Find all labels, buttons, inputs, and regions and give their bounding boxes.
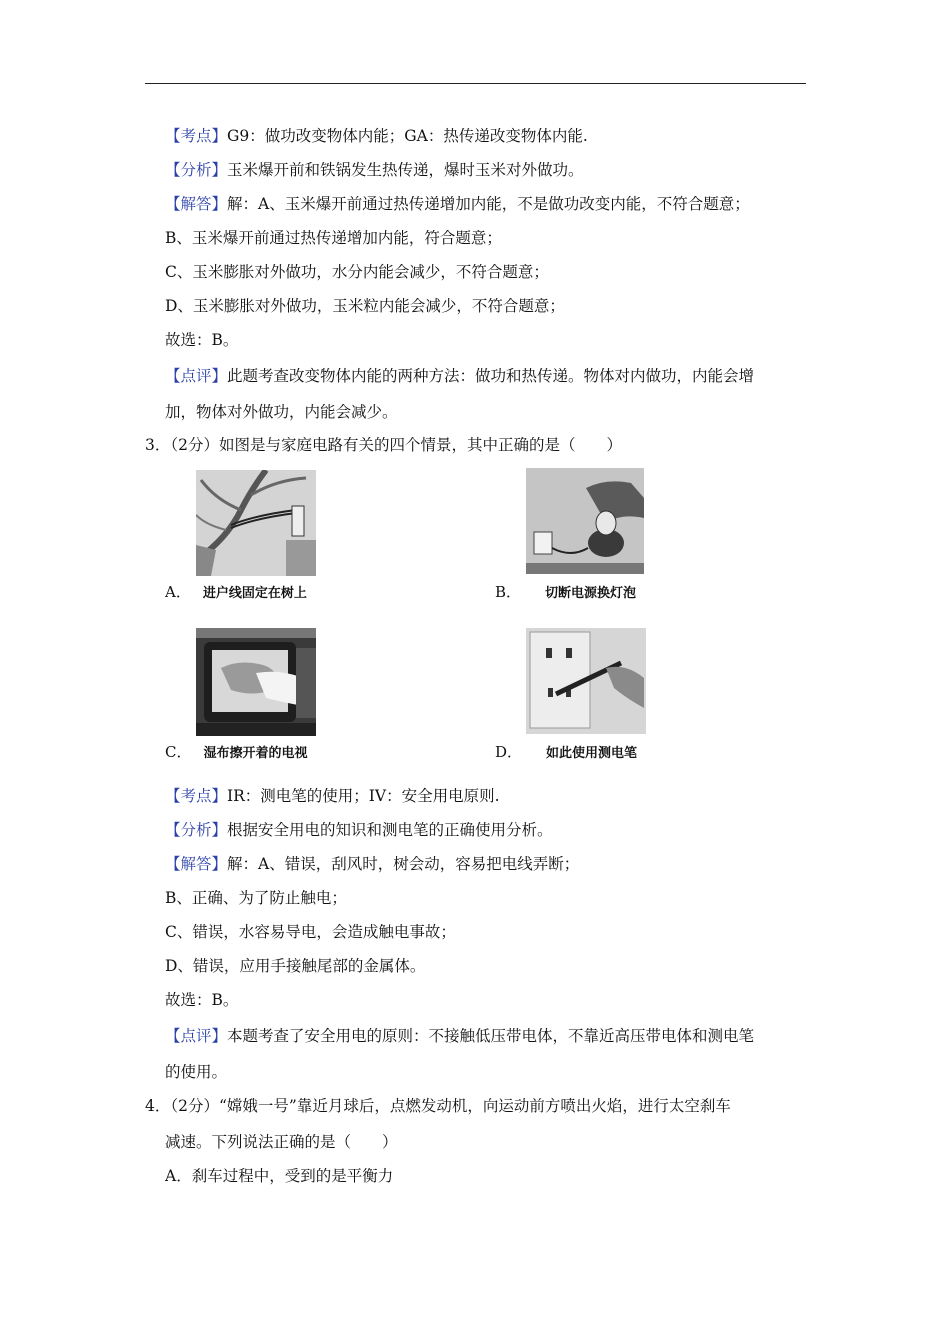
answer-line: C、错误，水容易导电，会造成触电事故； xyxy=(165,923,456,941)
jieda-line-q2 xyxy=(165,194,750,214)
fenxi-line-q2 xyxy=(165,160,584,180)
tree-wire-photo xyxy=(196,470,316,576)
test-pen-photo xyxy=(526,628,646,734)
answer-line: B、玉米爆开前通过热传递增加内能，符合题意； xyxy=(165,229,502,247)
answer-line: 故选：B。 xyxy=(165,331,239,349)
option-caption: 如此使用测电笔 xyxy=(546,746,638,761)
dianping-line-q2 xyxy=(165,366,754,386)
option-letter: A． xyxy=(165,583,191,601)
bulb-change-photo xyxy=(526,468,644,574)
fenxi-text: 玉米爆开前和铁锅发生热传递，爆时玉米对外做功。 xyxy=(227,161,584,179)
tv-wipe-photo xyxy=(196,628,316,736)
answer-line: 故选：B。 xyxy=(165,991,239,1009)
dianping-text-cont: 的使用。 xyxy=(165,1063,228,1081)
option-caption: 切断电源换灯泡 xyxy=(545,586,637,601)
kaodian-text: G9：做功改变物体内能；GA：热传递改变物体内能. xyxy=(227,127,588,145)
answer-line: B、正确、为了防止触电； xyxy=(165,889,347,907)
option-c xyxy=(165,742,308,764)
dianping-text: 本题考查了安全用电的原则：不接触低压带电体，不靠近高压带电体和测电笔 xyxy=(227,1027,755,1045)
dianping-text: 此题考查改变物体内能的两种方法：做功和热传递。物体对内做功，内能会增 xyxy=(227,367,755,385)
dianping-tag: 【点评】 xyxy=(165,1027,228,1045)
option-letter: B． xyxy=(495,583,522,601)
option-caption: 进户线固定在树上 xyxy=(202,586,307,601)
option-a xyxy=(165,582,307,604)
question-4-stem-cont: 减速。下列说法正确的是（ ） xyxy=(165,1133,398,1151)
dianping-tag: 【点评】 xyxy=(165,367,228,385)
fenxi-text: 根据安全用电的知识和测电笔的正确使用分析。 xyxy=(227,821,553,839)
dianping-line-q3 xyxy=(165,1026,754,1046)
question-3-stem: 3．（2分）如图是与家庭电路有关的四个情景，其中正确的是（ ） xyxy=(145,436,622,454)
kaodian-line-q2 xyxy=(165,126,588,146)
jieda-text: 解：A、玉米爆开前通过热传递增加内能，不是做功改变内能，不符合题意； xyxy=(227,195,750,213)
question-4-option-a: A．刹车过程中，受到的是平衡力 xyxy=(165,1167,394,1185)
kaodian-text: IR：测电笔的使用；IV：安全用电原则. xyxy=(227,787,500,805)
question-4-stem: 4．（2分）“嫦娥一号”靠近月球后，点燃发动机，向运动前方喷出火焰，进行太空刹车 xyxy=(145,1097,731,1115)
kaodian-line-q3 xyxy=(165,786,500,806)
option-letter: C． xyxy=(165,743,192,761)
option-letter: D． xyxy=(495,743,523,761)
option-b xyxy=(495,582,636,604)
header-rule xyxy=(145,83,806,84)
dianping-text-cont: 加，物体对外做功，内能会减少。 xyxy=(165,403,398,421)
jieda-tag: 【解答】 xyxy=(165,195,228,213)
kaodian-tag: 【考点】 xyxy=(165,127,228,145)
answer-line: D、错误，应用手接触尾部的金属体。 xyxy=(165,957,426,975)
jieda-text: 解：A、错误，刮风时，树会动，容易把电线弄断； xyxy=(227,855,580,873)
fenxi-tag: 【分析】 xyxy=(165,821,228,839)
jieda-tag: 【解答】 xyxy=(165,855,228,873)
option-d xyxy=(495,742,637,764)
kaodian-tag: 【考点】 xyxy=(165,787,228,805)
answer-line: C、玉米膨胀对外做功，水分内能会减少，不符合题意； xyxy=(165,263,549,281)
jieda-line-q3 xyxy=(165,854,579,874)
option-caption: 湿布擦开着的电视 xyxy=(203,746,308,761)
fenxi-line-q3 xyxy=(165,820,553,840)
fenxi-tag: 【分析】 xyxy=(165,161,228,179)
answer-line: D、玉米膨胀对外做功，玉米粒内能会减少，不符合题意； xyxy=(165,297,565,315)
